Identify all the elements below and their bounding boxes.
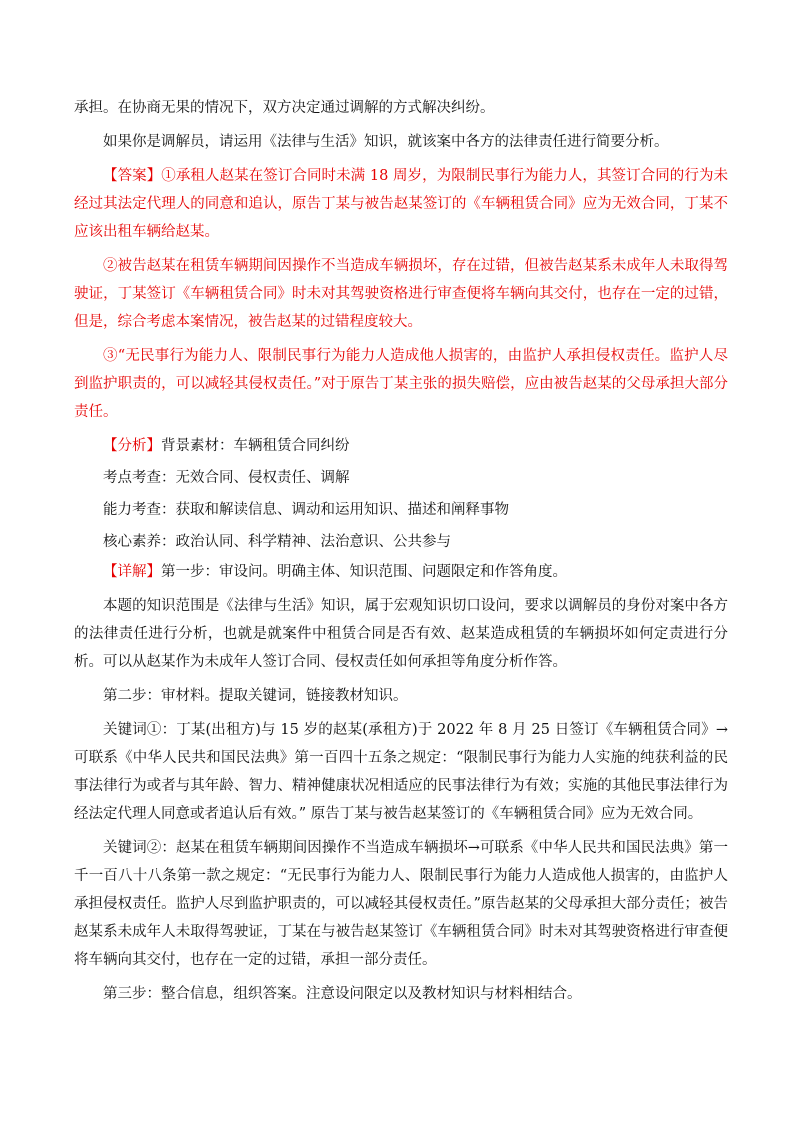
answer-point-1: [74, 162, 728, 246]
detail-label: 【详解】: [103, 564, 161, 580]
answer-point-2: ②被告赵某在租赁车辆期间因操作不当造成车辆损坏，存在过错，但被告赵某系未成年人未取得驾驶证，丁某签订《车辆租赁合同》时未对其驾驶资格进行审查便将车辆向其交付，也存在一定的过错，但是，综合考虑本案情况，被告赵某的过错程度较大。: [74, 258, 728, 330]
question-paragraph: 如果你是调解员，请运用《法律与生活》知识，就该案中各方的法律责任进行简要分析。: [103, 134, 669, 150]
analysis-ability: 能力考查：获取和解读信息、调动和运用知识、描述和阐释事物: [103, 502, 509, 518]
analysis-label: 【分析】: [103, 438, 161, 454]
answer-point-1-text: ①承租人赵某在签订合同时未满 18 周岁，为限制民事行为能力人，其签订合同的行为未经过其法定代理人的同意和追认，原告丁某与被告赵某签订的《车辆租赁合同》应为无效合同，丁某不应该出租车辆给赵某。: [74, 168, 729, 240]
detail-keyword-2: 关键词②：赵某在租赁车辆期间因操作不当造成车辆损坏→可联系《中华人民共和国民法典》第一千一百八十八条第一款之规定：“无民事行为能力人、限制民事行为能力人造成他人损害的，由监护人承担侵权责任。监护人尽到监护职责的，可以减轻其侵权责任。”原告赵某的父母承担大部分责任；被告赵某系未成年人未取得驾驶证，丁某在与被告赵某签订《车辆租赁合同》时未对其驾驶资格进行审查便将车辆向其交付，也存在一定的过错，承担一部分责任。: [74, 840, 728, 968]
analysis-background-text: 背景素材：车辆租赁合同纠纷: [161, 438, 350, 454]
detail-keyword-1: 关键词①：丁某(出租方)与 15 岁的赵某(承租方)于 2022 年 8 月 25 日签订《车辆租赁合同》→可联系《中华人民共和国民法典》第一百四十五条之规定：“限制民事行为能力人实施的纯获利益的民事法律行为或者与其年龄、智力、精神健康状况相适应的民事法律行为有效；实施的其他民事法律行为经法定代理人同意或者追认后有效。” 原告丁某与被告赵某签订的《车辆租赁合同》应为无效合同。: [74, 722, 728, 822]
analysis-background: [74, 432, 728, 460]
analysis-exam-points: 考点考查：无效合同、侵权责任、调解: [103, 470, 350, 486]
answer-point-3: ③“无民事行为能力人、限制民事行为能力人造成他人损害的，由监护人承担侵权责任。监护人尽到监护职责的，可以减轻其侵权责任。”对于原告丁某主张的损失赔偿，应由被告赵某的父母承担大部分责任。: [74, 348, 728, 420]
detail-step-1: [74, 558, 728, 586]
detail-step-1-text: 第一步：审设问。明确主体、知识范围、问题限定和作答角度。: [161, 564, 567, 580]
answer-label: 【答案】: [103, 168, 162, 184]
document-page: [74, 94, 728, 1008]
detail-step-2: 第二步：审材料。提取关键词，链接教材知识。: [103, 688, 408, 704]
intro-tail-paragraph: 承担。在协商无果的情况下，双方决定通过调解的方式解决纠纷。: [74, 100, 495, 116]
analysis-literacy: 核心素养：政治认同、科学精神、法治意识、公共参与: [103, 534, 451, 550]
detail-step-3: 第三步：整合信息，组织答案。注意设问限定以及教材知识与材料相结合。: [103, 986, 582, 1002]
detail-step-1-body: 本题的知识范围是《法律与生活》知识，属于宏观知识切口设问，要求以调解员的身份对案中各方的法律责任进行分析，也就是就案件中租赁合同是否有效、赵某造成租赁的车辆损坏如何定责进行分析。可以从赵某作为未成年人签订合同、侵权责任如何承担等角度分析作答。: [74, 598, 728, 670]
